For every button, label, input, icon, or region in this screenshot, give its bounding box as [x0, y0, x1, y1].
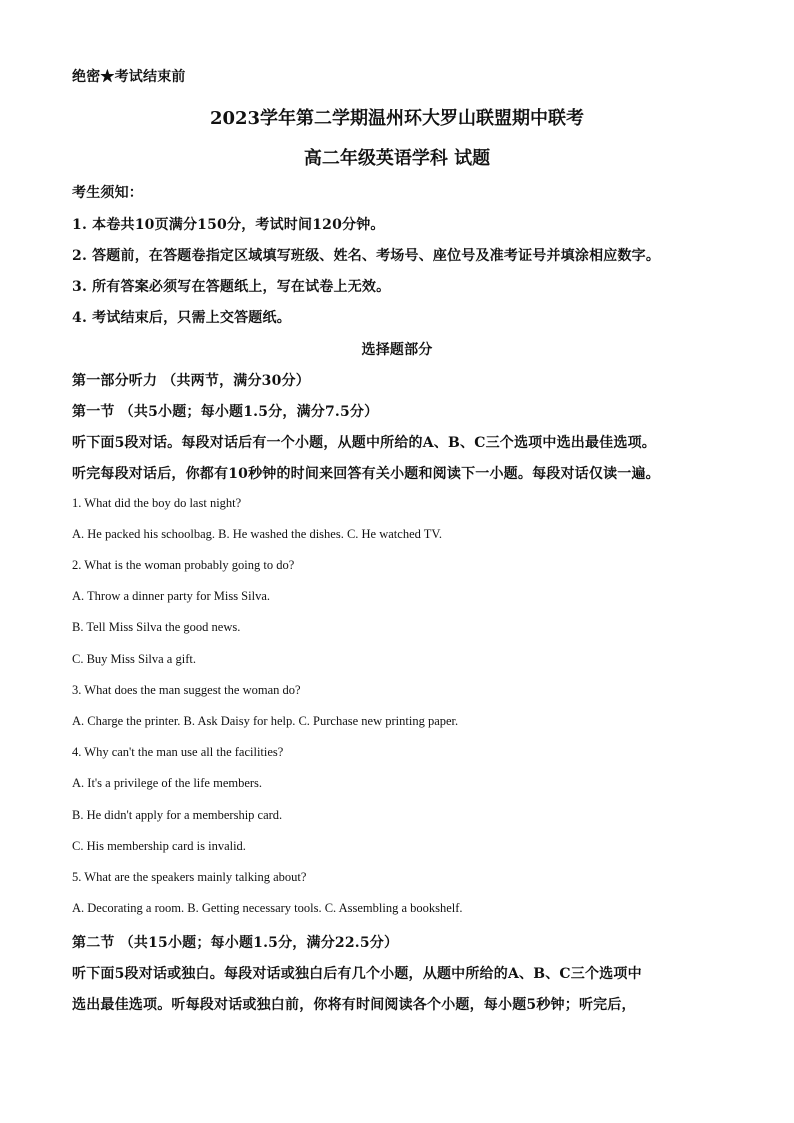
- question-2-option-b: B. Tell Miss Silva the good news.: [72, 620, 241, 634]
- notice-item: 1. 本卷共10页满分150分，考试时间120分钟。: [72, 217, 385, 233]
- question-3-options: A. Charge the printer. B. Ask Daisy for help. C. Purchase new printing paper.: [72, 714, 459, 728]
- section1-instruction: 听下面5段对话。每段对话后有一个小题，从题中所给的A、B、C三个选项中选出最佳选项。: [72, 435, 656, 451]
- section1-title: 第一节 （共5小题；每小题1.5分，满分7.5分）: [72, 404, 379, 420]
- section1-instruction: 听完每段对话后，你都有10秒钟的时间来回答有关小题和阅读下一小题。每段对话仅读一遍。: [72, 466, 660, 482]
- notice-item: 4. 考试结束后，只需上交答题纸。: [72, 310, 291, 326]
- question-1-options: A. He packed his schoolbag. B. He washed the dishes. C. He watched TV.: [72, 527, 442, 541]
- notice-item: 3. 所有答案必须写在答题纸上，写在试卷上无效。: [72, 279, 391, 295]
- question-3: 3. What does the man suggest the woman do?: [72, 683, 301, 697]
- question-4-option-a: A. It's a privilege of the life members.: [72, 776, 263, 790]
- section2-instruction: 听下面5段对话或独白。每段对话或独白后有几个小题，从题中所给的A、B、C三个选项中: [72, 966, 642, 982]
- section-title: 选择题部分: [361, 342, 433, 358]
- question-5-options: A. Decorating a room. B. Getting necessary tools. C. Assembling a bookshelf.: [72, 901, 463, 915]
- exam-title: 2023学年第二学期温州环大罗山联盟期中联考: [209, 108, 585, 129]
- question-5: 5. What are the speakers mainly talking about?: [72, 870, 307, 884]
- secret-mark: 绝密★考试结束前: [72, 69, 186, 85]
- exam-subtitle: 高二年级英语学科 试题: [303, 148, 491, 169]
- question-4: 4. Why can't the man use all the facilities?: [72, 745, 284, 759]
- notice-item: 2. 答题前，在答题卷指定区域填写班级、姓名、考场号、座位号及准考证号并填涂相应数字。: [72, 248, 661, 264]
- section2-instruction: 选出最佳选项。听每段对话或独白前，你将有时间阅读各个小题，每小题5秒钟；听完后，: [72, 997, 636, 1013]
- part1-title: 第一部分听力 （共两节，满分30分）: [72, 373, 310, 389]
- question-2: 2. What is the woman probably going to do?: [72, 558, 295, 572]
- question-2-option-a: A. Throw a dinner party for Miss Silva.: [72, 589, 271, 603]
- question-4-option-c: C. His membership card is invalid.: [72, 839, 246, 853]
- notice-heading: 考生须知：: [72, 185, 143, 201]
- question-2-option-c: C. Buy Miss Silva a gift.: [72, 652, 196, 666]
- question-1: 1. What did the boy do last night?: [72, 496, 242, 510]
- question-4-option-b: B. He didn't apply for a membership card.: [72, 808, 283, 822]
- section2-title: 第二节 （共15小题；每小题1.5分，满分22.5分）: [72, 935, 399, 951]
